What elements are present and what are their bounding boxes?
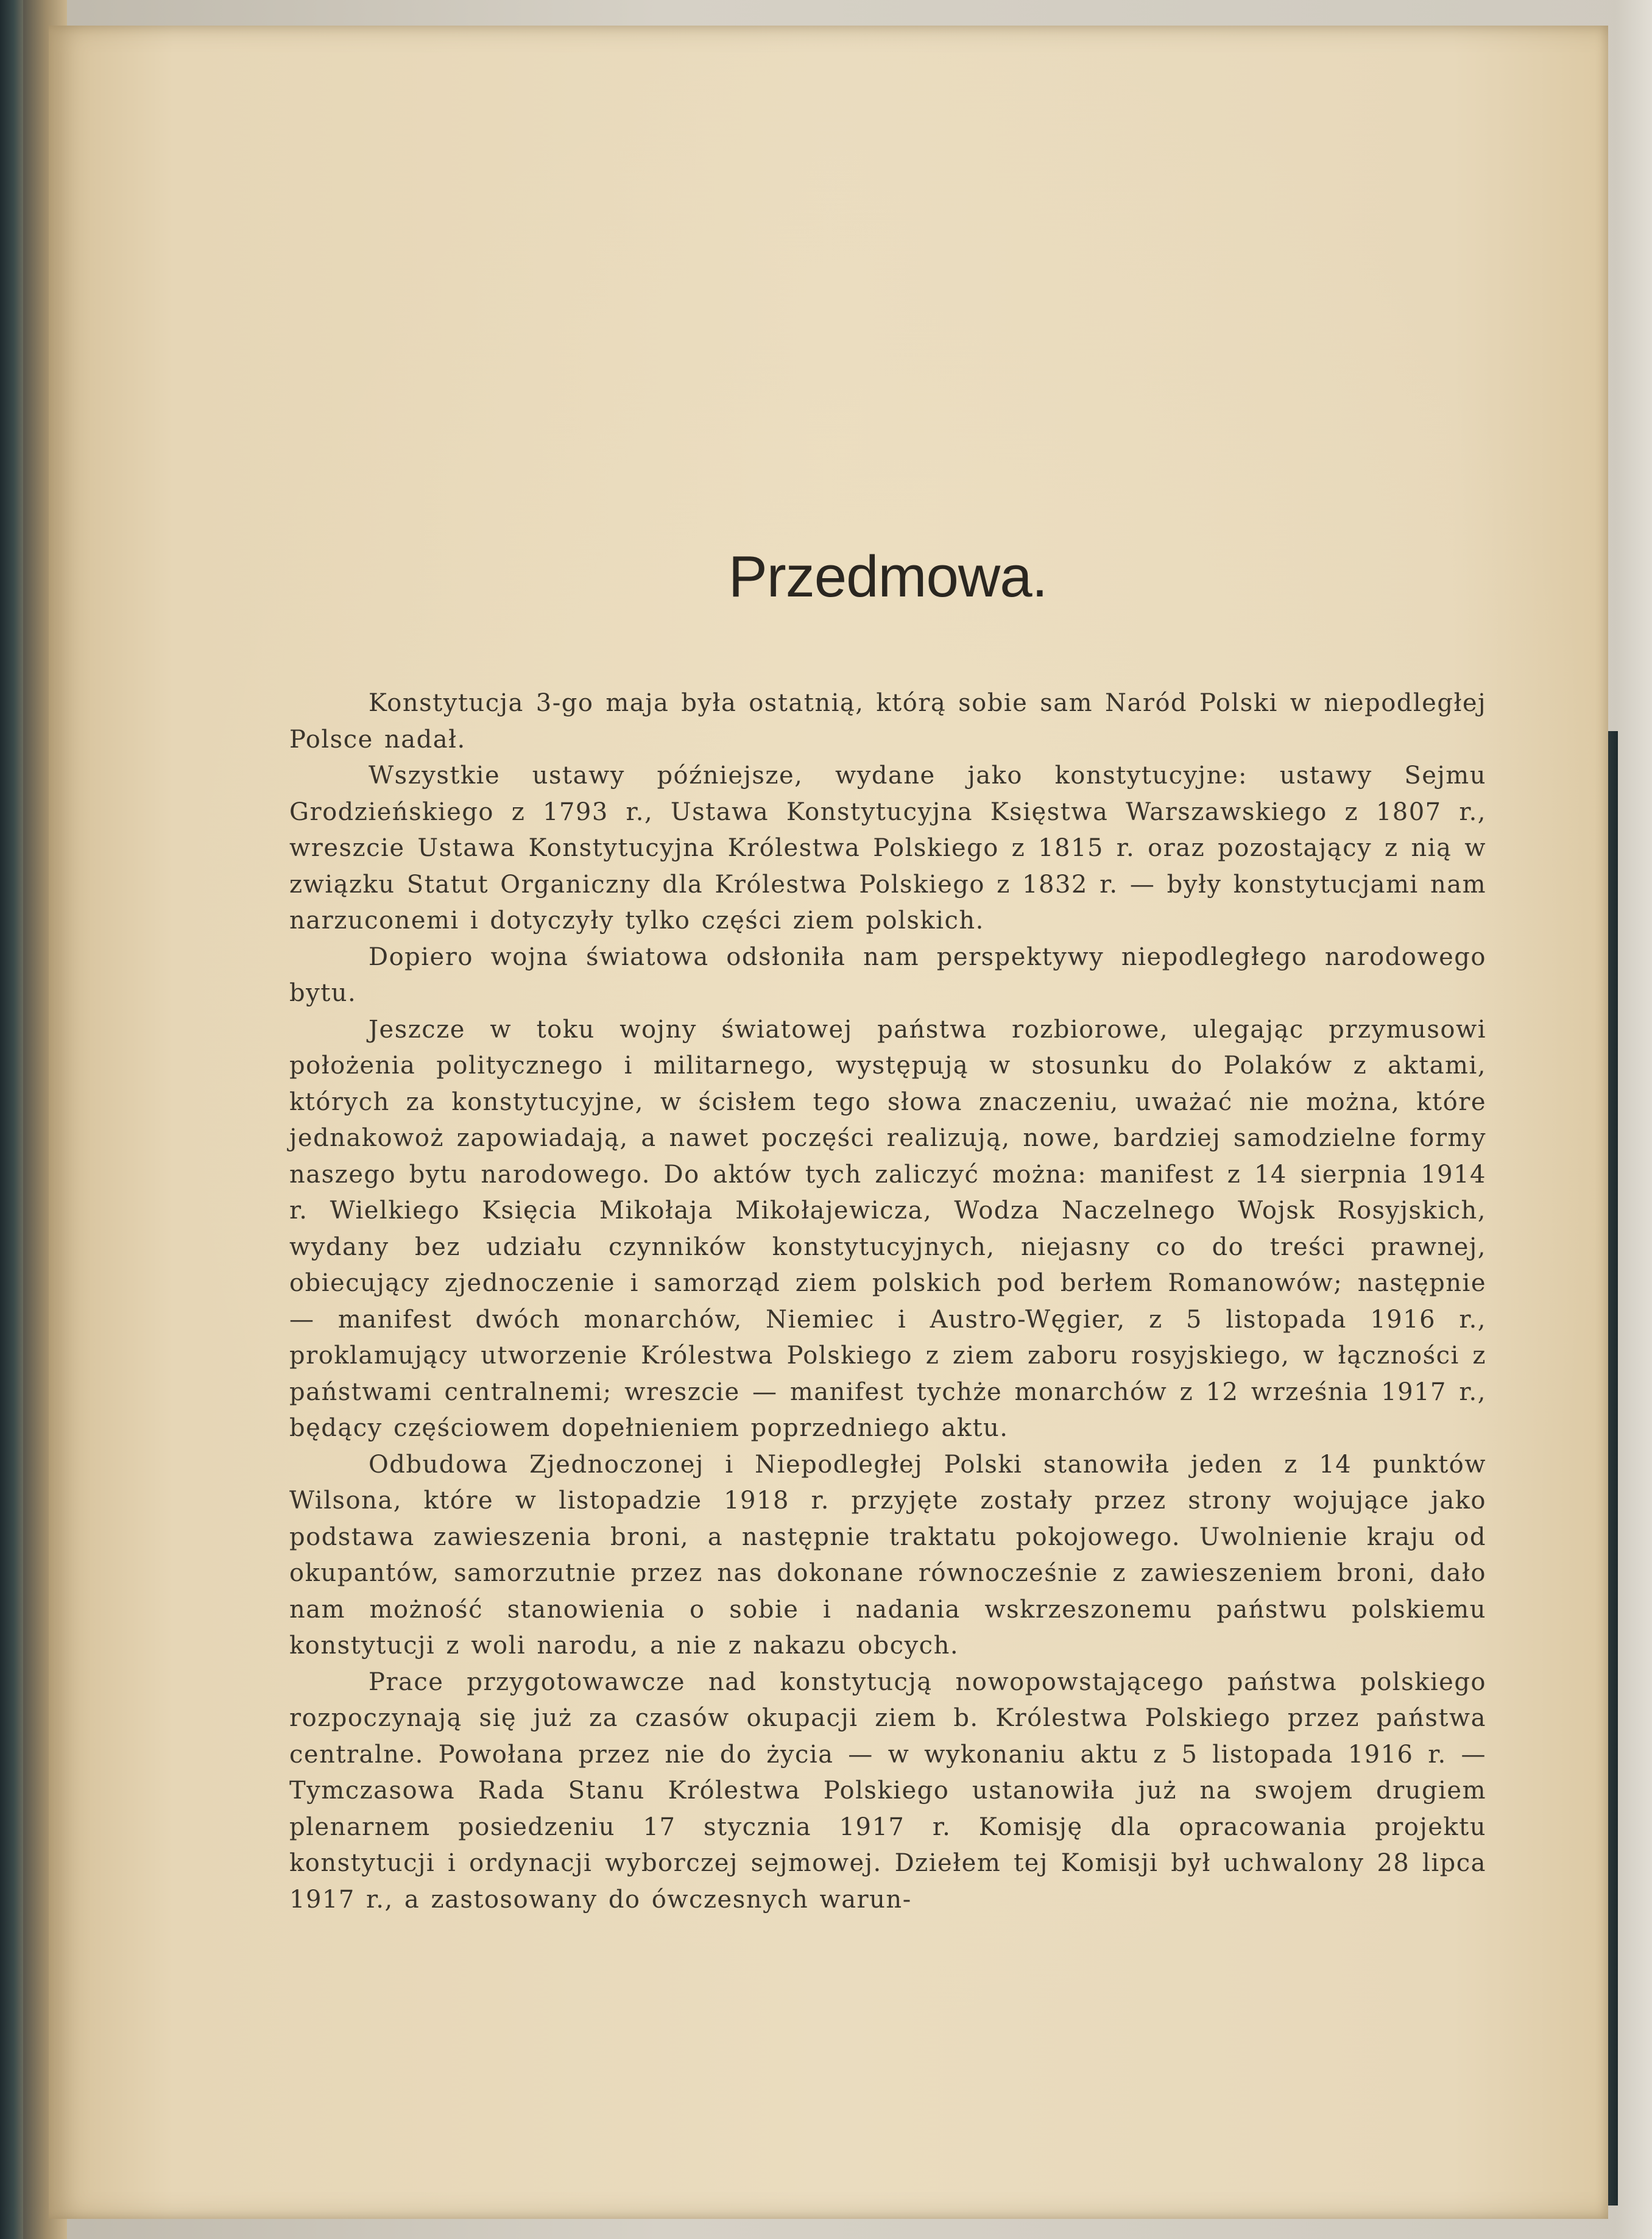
preface-body <box>289 685 1486 1918</box>
table-surface <box>1615 0 1652 2239</box>
paragraph: Wszystkie ustawy późniejsze, wydane jako konstytucyjne: ustawy Sejmu Grodzieńskiego z 1793 r., Ustawa Konstytucyjna Księstwa Warszawskiego z 1807 r., wreszcie Ustawa Konstytucyjna Królestwa Polskiego z 1815 r. oraz pozostający z nią w związku Statut Organiczny dla Królestwa Polskiego z 1832 r. — były konstytucjami nam narzuconemi i dotyczyły tylko części ziem polskich. <box>289 762 1486 935</box>
page-text-block <box>289 26 1486 2219</box>
page-title: Przedmowa. <box>728 544 1048 609</box>
paragraph: Odbudowa Zjednoczonej i Niepodległej Polski stanowiła jeden z 14 punktów Wilsona, które w listopadzie 1918 r. przyjęte zostały przez strony wojujące jako podstawa zawieszenia broni, a następnie traktatu pokojowego. Uwolnienie kraju od okupantów, samorzutnie przez nas dokonane równocześnie z zawieszeniem broni, dało nam możność stanowienia o sobie i nadania wskrzeszonemu państwu polskiemu konstytucji z woli narodu, a nie z nakazu obcych. <box>289 1450 1486 1660</box>
paragraph: Dopiero wojna światowa odsłoniła nam perspektywy niepodległego narodowego bytu. <box>289 943 1486 1007</box>
paragraph: Prace przygotowawcze nad konstytucją nowopowstającego państwa polskiego rozpoczynają się już za czasów okupacji ziem b. Królestwa Polskiego przez państwa centralne. Powołana przez nie do życia — w wykonaniu aktu z 5 listopada 1916 r. — Tymczasowa Rada Stanu Królestwa Polskiego ustanowiła już na swojem drugiem plenarnem posiedzeniu 17 stycznia 1917 r. Komisję dla opracowania projektu konstytucji i ordynacji wyborczej sejmowej. Dziełem tej Komisji był uchwalony 28 lipca 1917 r., a zastosowany do ówczesnych warun- <box>289 1668 1486 1914</box>
book-cover-edge <box>0 0 23 2239</box>
paragraph: Konstytucja 3-go maja była ostatnią, którą sobie sam Naród Polski w niepodległej Polsce nadał. <box>289 689 1486 754</box>
book-page <box>49 26 1608 2219</box>
paragraph: Jeszcze w toku wojny światowej państwa rozbiorowe, ulegając przymusowi położenia politycznego i militarnego, występują w stosunku do Polaków z aktami, których za konstytucyjne, w ścisłem tego słowa znaczeniu, uważać nie można, które jednakowoż zapowiadają, a nawet poczęści realizują, nowe, bardziej samodzielne formy naszego bytu narodowego. Do aktów tych zaliczyć można: manifest z 14 sierpnia 1914 r. Wielkiego Księcia Mikołaja Mikołajewicza, Wodza Naczelnego Wojsk Rosyjskich, wydany bez udziału czynników konstytucyjnych, niejasny co do treści prawnej, obiecujący zjednoczenie i samorząd ziem polskich pod berłem Romanowów; następnie — manifest dwóch monarchów, Niemiec i Austro-Węgier, z 5 listopada 1916 r., proklamujący utworzenie Królestwa Polskiego z ziem zaboru rosyjskiego, w łączności z państwami centralnemi; wreszcie — manifest tychże monarchów z 12 września 1917 r., będący częściowem dopełnieniem poprzedniego aktu. <box>289 1015 1486 1442</box>
